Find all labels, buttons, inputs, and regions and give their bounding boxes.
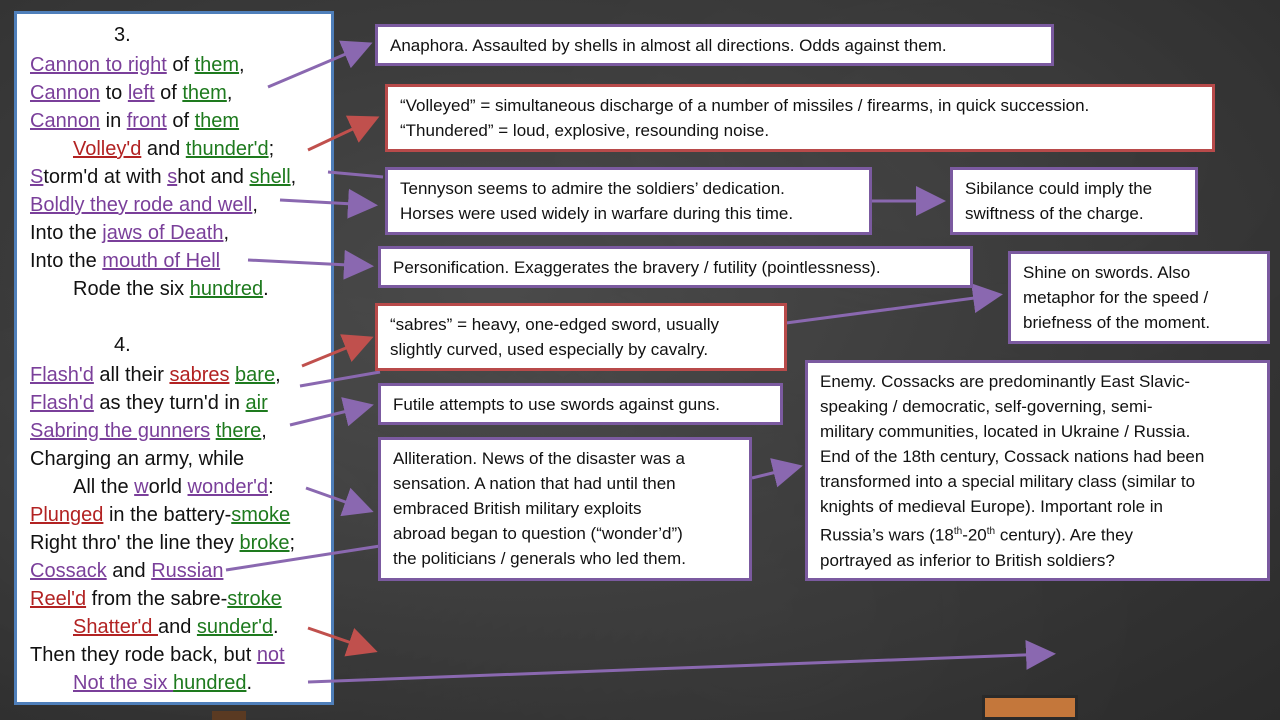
- note-text: metaphor for the speed /: [1023, 288, 1209, 307]
- note-text: Personification. Exaggerates the bravery / futility (pointlessness).: [393, 258, 881, 277]
- note-text: “Volleyed” = simultaneous discharge of a number of missiles / firearms, in quick succession.: [400, 96, 1090, 115]
- poem-line: Into the jaws of Death,: [30, 222, 230, 244]
- note-text: Anaphora. Assaulted by shells in almost all directions. Odds against them.: [390, 36, 947, 55]
- note-tennyson: [385, 167, 872, 235]
- note-text: Tennyson seems to admire the soldiers’ dedication.: [400, 179, 785, 198]
- note-futile: [378, 383, 783, 425]
- note-text: Futile attempts to use swords against guns.: [393, 395, 720, 414]
- poem-line: Cannon to right of them,: [30, 54, 245, 76]
- poem-line: Volley'd and thunder'd;: [73, 138, 275, 160]
- arrow: [786, 295, 997, 323]
- poem-line: Into the mouth of Hell: [30, 250, 221, 272]
- note-text: Shine on swords. Also: [1023, 263, 1191, 282]
- arrow: [308, 654, 1050, 682]
- note-alliteration: [378, 437, 752, 581]
- arrow: [306, 488, 368, 510]
- poem-line: Boldly they rode and well,: [30, 194, 258, 216]
- arrow: [752, 467, 797, 478]
- arrow: [280, 200, 372, 205]
- arrow: [290, 406, 368, 425]
- note-sabres: [375, 303, 787, 371]
- note-text: sensation. A nation that had until then: [393, 474, 676, 493]
- note-volleyed: [385, 84, 1215, 152]
- poem-line: Flash'd as they turn'd in air: [30, 392, 268, 414]
- note-text: knights of medieval Europe). Important role in: [820, 497, 1164, 516]
- poem-line: Charging an army, while: [30, 448, 245, 470]
- chalk-piece: [212, 711, 246, 720]
- note-text: Alliteration. News of the disaster was a: [393, 449, 685, 468]
- note-personification: [378, 246, 973, 288]
- note-text: swiftness of the charge.: [965, 204, 1144, 223]
- arrow: [226, 546, 380, 570]
- stanza-number: 4.: [114, 334, 131, 356]
- poem-line: Not the six hundred.: [73, 672, 253, 694]
- note-text: “Thundered” = loud, explosive, resounding noise.: [400, 121, 770, 140]
- poem-line: Reel'd from the sabre-stroke: [30, 588, 282, 610]
- note-text: portrayed as inferior to British soldiers?: [820, 550, 1115, 570]
- chalkboard-eraser: [982, 695, 1078, 720]
- poem-line: Cannon in front of them: [30, 110, 240, 132]
- arrow: [248, 260, 368, 266]
- note-shine: [1008, 251, 1270, 344]
- note-sibilance: [950, 167, 1198, 235]
- poem-line: Flash'd all their sabres bare,: [30, 364, 281, 386]
- note-text: End of the 18th century, Cossack nations had been: [820, 447, 1205, 466]
- note-text: transformed into a special military class (similar to: [820, 472, 1196, 491]
- arrow: [328, 172, 383, 177]
- poem-line: Rode the six hundred.: [73, 278, 269, 300]
- note-text: briefness of the moment.: [1023, 313, 1211, 332]
- note-text: abroad began to question (“wonder’d”): [393, 524, 683, 543]
- poem-line: All the world wonder'd:: [73, 476, 274, 498]
- note-text: Sibilance could imply the: [965, 179, 1153, 198]
- note-text: “sabres” = heavy, one-edged sword, usually: [390, 315, 720, 334]
- note-anaphora: [375, 24, 1054, 66]
- poem-line: Cossack and Russian: [30, 560, 224, 582]
- poem-line: Then they rode back, but not: [30, 644, 285, 666]
- note-text: the politicians / generals who led them.: [393, 549, 686, 568]
- note-enemy: [805, 360, 1270, 581]
- poem-line: Shatter'd and sunder'd.: [73, 616, 279, 638]
- note-text: slightly curved, used especially by cavalry.: [390, 340, 709, 359]
- arrow: [268, 45, 367, 87]
- poem-line: Storm'd at with shot and shell,: [30, 166, 297, 188]
- arrow: [308, 119, 374, 150]
- arrow: [308, 628, 372, 650]
- poem-line: Plunged in the battery-smoke: [30, 504, 291, 526]
- poem-line: Sabring the gunners there,: [30, 420, 267, 442]
- stanza-number: 3.: [114, 24, 131, 46]
- note-text: Horses were used widely in warfare during this time.: [400, 204, 794, 223]
- note-text: speaking / democratic, self-governing, semi-: [820, 397, 1153, 416]
- poem-line: Cannon to left of them,: [30, 82, 233, 104]
- arrow: [302, 339, 368, 366]
- poem-line: Right thro' the line they broke;: [30, 532, 296, 554]
- note-text: Russia’s wars (18th-20th century). Are they: [820, 525, 1134, 545]
- note-text: Enemy. Cossacks are predominantly East Slavic-: [820, 372, 1191, 391]
- note-text: embraced British military exploits: [393, 499, 642, 518]
- note-text: military communities, located in Ukraine / Russia.: [820, 422, 1191, 441]
- arrow: [300, 372, 380, 386]
